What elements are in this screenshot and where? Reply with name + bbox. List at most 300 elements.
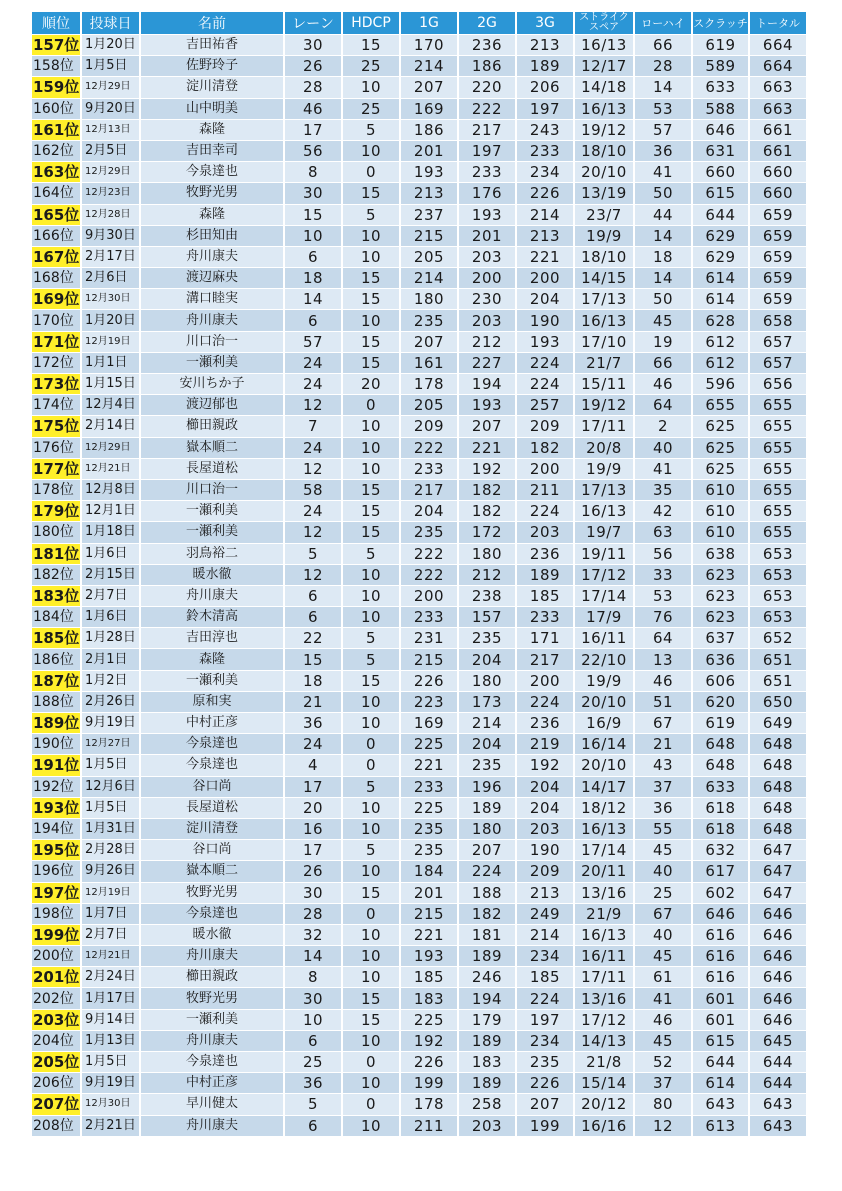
cell-date: 12月13日 — [82, 120, 139, 140]
cell-rank: 205位 — [33, 1053, 80, 1072]
cell-lane: 46 — [285, 99, 341, 119]
cell-low-high: 50 — [635, 183, 691, 203]
cell-game2: 227 — [459, 353, 515, 373]
cell-total: 646 — [750, 988, 806, 1008]
cell-rank: 186位 — [32, 649, 80, 669]
header-game1: 1G — [401, 12, 457, 34]
cell-strike-spare: 16/13 — [575, 819, 633, 839]
cell-strike-spare: 16/13 — [575, 501, 633, 521]
cell-date: 2月26日 — [82, 692, 139, 712]
cell-low-high: 43 — [635, 755, 691, 775]
header-hdcp: HDCP — [343, 12, 399, 34]
cell-low-high: 37 — [635, 1073, 691, 1093]
cell-game2: 204 — [459, 649, 515, 669]
cell-hdcp: 15 — [343, 183, 399, 203]
cell-name: 森隆 — [141, 205, 283, 225]
cell-game2: 157 — [459, 607, 515, 627]
cell-name: 川口治一 — [141, 332, 283, 352]
cell-game1: 178 — [401, 374, 457, 394]
cell-hdcp: 15 — [343, 501, 399, 521]
cell-game1: 180 — [401, 289, 457, 309]
cell-date: 12月6日 — [82, 777, 139, 797]
cell-game2: 224 — [459, 861, 515, 881]
cell-hdcp: 10 — [343, 141, 399, 161]
cell-date: 1月5日 — [82, 56, 139, 76]
cell-name: 吉田淳也 — [141, 628, 283, 648]
cell-game1: 170 — [401, 35, 457, 55]
cell-game1: 161 — [401, 353, 457, 373]
cell-rank: 174位 — [32, 395, 80, 415]
cell-game1: 205 — [401, 247, 457, 267]
cell-game2: 179 — [459, 1010, 515, 1030]
cell-game1: 169 — [401, 99, 457, 119]
table-row — [32, 1073, 806, 1093]
cell-lane: 18 — [285, 268, 341, 288]
cell-game2: 212 — [459, 332, 515, 352]
cell-total: 646 — [750, 946, 806, 966]
cell-strike-spare: 22/10 — [575, 649, 633, 669]
cell-rank: 195位 — [33, 841, 80, 860]
cell-strike-spare: 13/16 — [575, 883, 633, 903]
cell-low-high: 36 — [635, 798, 691, 818]
cell-date: 12月19日 — [82, 883, 139, 903]
cell-rank: 164位 — [32, 183, 80, 203]
header-strike-label: ストライク — [579, 12, 629, 23]
cell-scratch: 633 — [693, 777, 748, 797]
cell-game1: 221 — [401, 925, 457, 945]
table-row — [32, 988, 806, 1008]
cell-low-high: 21 — [635, 734, 691, 754]
cell-name: 鈴木清高 — [141, 607, 283, 627]
cell-low-high: 67 — [635, 713, 691, 733]
cell-game2: 236 — [459, 35, 515, 55]
cell-rank: 204位 — [32, 1031, 80, 1051]
cell-name: 吉田幸司 — [141, 141, 283, 161]
cell-strike-spare: 19/11 — [575, 544, 633, 564]
cell-strike-spare: 16/11 — [575, 946, 633, 966]
cell-game2: 207 — [459, 840, 515, 860]
cell-rank: 193位 — [33, 798, 80, 817]
cell-game1: 225 — [401, 798, 457, 818]
cell-strike-spare: 21/9 — [575, 904, 633, 924]
cell-date: 1月20日 — [82, 310, 139, 330]
cell-game1: 214 — [401, 268, 457, 288]
cell-lane: 10 — [285, 226, 341, 246]
cell-scratch: 610 — [693, 501, 748, 521]
cell-game2: 180 — [459, 819, 515, 839]
cell-game2: 188 — [459, 883, 515, 903]
cell-lane: 4 — [285, 755, 341, 775]
cell-date: 1月5日 — [82, 1052, 139, 1072]
cell-scratch: 644 — [693, 205, 748, 225]
cell-name: 杉田知由 — [141, 226, 283, 246]
cell-hdcp: 25 — [343, 99, 399, 119]
cell-hdcp: 5 — [343, 840, 399, 860]
cell-date: 1月28日 — [82, 628, 139, 648]
cell-rank: 179位 — [33, 502, 80, 521]
cell-date: 2月14日 — [82, 416, 139, 436]
cell-game3: 185 — [517, 586, 573, 606]
cell-total: 643 — [750, 1094, 806, 1114]
table-row — [32, 967, 806, 987]
cell-game2: 193 — [459, 205, 515, 225]
cell-lane: 30 — [285, 183, 341, 203]
cell-low-high: 42 — [635, 501, 691, 521]
cell-rank: 200位 — [32, 946, 80, 966]
table-row — [32, 395, 806, 415]
cell-date: 1月5日 — [82, 755, 139, 775]
cell-game3: 217 — [517, 649, 573, 669]
header-date: 投球日 — [82, 12, 139, 34]
cell-game2: 194 — [459, 988, 515, 1008]
cell-low-high: 45 — [635, 310, 691, 330]
cell-game3: 226 — [517, 183, 573, 203]
cell-total: 647 — [750, 840, 806, 860]
cell-strike-spare: 17/12 — [575, 1010, 633, 1030]
cell-game3: 213 — [517, 226, 573, 246]
cell-total: 644 — [750, 1052, 806, 1072]
cell-name: 櫛田親政 — [141, 416, 283, 436]
cell-game1: 169 — [401, 713, 457, 733]
table-row — [32, 883, 806, 903]
cell-rank: 168位 — [32, 268, 80, 288]
cell-date: 1月13日 — [82, 1031, 139, 1051]
cell-name: 谷口尚 — [141, 777, 283, 797]
cell-total: 648 — [750, 755, 806, 775]
cell-game2: 180 — [459, 544, 515, 564]
cell-game1: 235 — [401, 819, 457, 839]
cell-lane: 22 — [285, 628, 341, 648]
cell-strike-spare: 18/10 — [575, 141, 633, 161]
cell-low-high: 28 — [635, 56, 691, 76]
header-game3: 3G — [517, 12, 573, 34]
cell-date: 2月7日 — [82, 925, 139, 945]
cell-hdcp: 10 — [343, 967, 399, 987]
cell-total: 661 — [750, 120, 806, 140]
cell-lane: 58 — [285, 480, 341, 500]
cell-hdcp: 5 — [343, 205, 399, 225]
table-row — [32, 755, 806, 775]
cell-lane: 36 — [285, 713, 341, 733]
cell-hdcp: 15 — [343, 35, 399, 55]
cell-lane: 6 — [285, 1031, 341, 1051]
cell-low-high: 46 — [635, 1010, 691, 1030]
cell-game2: 181 — [459, 925, 515, 945]
cell-game1: 233 — [401, 777, 457, 797]
cell-strike-spare: 19/9 — [575, 226, 633, 246]
cell-rank: 197位 — [33, 883, 80, 902]
cell-game1: 185 — [401, 967, 457, 987]
cell-lane: 24 — [285, 374, 341, 394]
header-low-high: ローハイ — [635, 12, 691, 34]
cell-name: 淀川清登 — [141, 819, 283, 839]
cell-game3: 224 — [517, 988, 573, 1008]
cell-date: 2月7日 — [82, 586, 139, 606]
cell-low-high: 57 — [635, 120, 691, 140]
cell-total: 655 — [750, 501, 806, 521]
cell-scratch: 610 — [693, 480, 748, 500]
cell-game2: 176 — [459, 183, 515, 203]
cell-low-high: 55 — [635, 819, 691, 839]
cell-low-high: 13 — [635, 649, 691, 669]
cell-game3: 189 — [517, 565, 573, 585]
header-lane: レーン — [285, 12, 341, 34]
cell-low-high: 41 — [635, 988, 691, 1008]
cell-game2: 235 — [459, 755, 515, 775]
cell-lane: 30 — [285, 988, 341, 1008]
cell-scratch: 612 — [693, 332, 748, 352]
cell-strike-spare: 18/10 — [575, 247, 633, 267]
cell-strike-spare: 20/8 — [575, 438, 633, 458]
cell-rank: 181位 — [33, 544, 80, 563]
cell-total: 655 — [750, 395, 806, 415]
cell-lane: 8 — [285, 162, 341, 182]
cell-low-high: 35 — [635, 480, 691, 500]
cell-date: 12月29日 — [82, 162, 139, 182]
cell-game1: 231 — [401, 628, 457, 648]
cell-game3: 224 — [517, 374, 573, 394]
cell-lane: 17 — [285, 840, 341, 860]
cell-rank: 199位 — [33, 925, 80, 944]
cell-strike-spare: 14/18 — [575, 77, 633, 97]
cell-total: 655 — [750, 480, 806, 500]
cell-name: 今泉達也 — [141, 904, 283, 924]
cell-game2: 201 — [459, 226, 515, 246]
table-row — [32, 628, 806, 648]
cell-total: 648 — [750, 734, 806, 754]
cell-game1: 233 — [401, 459, 457, 479]
cell-scratch: 614 — [693, 289, 748, 309]
cell-rank: 207位 — [33, 1095, 80, 1114]
cell-game2: 172 — [459, 522, 515, 542]
cell-rank: 158位 — [32, 56, 80, 76]
cell-strike-spare: 14/13 — [575, 1031, 633, 1051]
cell-name: 牧野光男 — [141, 988, 283, 1008]
cell-name: 山中明美 — [141, 99, 283, 119]
cell-total: 646 — [750, 925, 806, 945]
cell-lane: 25 — [285, 1052, 341, 1072]
cell-lane: 56 — [285, 141, 341, 161]
cell-total: 644 — [750, 1073, 806, 1093]
cell-total: 660 — [750, 183, 806, 203]
cell-date: 12月29日 — [82, 77, 139, 97]
cell-game2: 220 — [459, 77, 515, 97]
cell-total: 655 — [750, 438, 806, 458]
cell-game1: 215 — [401, 904, 457, 924]
cell-rank: 176位 — [32, 438, 80, 458]
cell-hdcp: 10 — [343, 713, 399, 733]
cell-scratch: 601 — [693, 1010, 748, 1030]
cell-lane: 8 — [285, 967, 341, 987]
cell-hdcp: 5 — [343, 628, 399, 648]
cell-total: 663 — [750, 77, 806, 97]
table-row — [32, 607, 806, 627]
cell-game3: 211 — [517, 480, 573, 500]
cell-game3: 214 — [517, 925, 573, 945]
cell-date: 2月5日 — [82, 141, 139, 161]
cell-lane: 15 — [285, 205, 341, 225]
cell-low-high: 40 — [635, 861, 691, 881]
cell-name: 佐野玲子 — [141, 56, 283, 76]
cell-total: 648 — [750, 798, 806, 818]
cell-game2: 222 — [459, 99, 515, 119]
cell-game3: 209 — [517, 416, 573, 436]
cell-hdcp: 15 — [343, 289, 399, 309]
cell-game2: 230 — [459, 289, 515, 309]
cell-game1: 186 — [401, 120, 457, 140]
cell-strike-spare: 13/16 — [575, 988, 633, 1008]
cell-game3: 192 — [517, 755, 573, 775]
cell-name: 暖水徹 — [141, 925, 283, 945]
cell-game3: 214 — [517, 205, 573, 225]
cell-strike-spare: 21/7 — [575, 353, 633, 373]
cell-name: 原和実 — [141, 692, 283, 712]
cell-strike-spare: 16/11 — [575, 628, 633, 648]
cell-name: 今泉達也 — [141, 162, 283, 182]
cell-rank: 191位 — [33, 756, 80, 775]
cell-hdcp: 20 — [343, 374, 399, 394]
cell-scratch: 616 — [693, 967, 748, 987]
cell-game1: 215 — [401, 649, 457, 669]
header-row — [32, 12, 806, 34]
cell-lane: 28 — [285, 77, 341, 97]
cell-game3: 236 — [517, 544, 573, 564]
cell-scratch: 636 — [693, 649, 748, 669]
cell-game3: 224 — [517, 353, 573, 373]
cell-name: 舟川康夫 — [141, 586, 283, 606]
cell-name: 安川ちか子 — [141, 374, 283, 394]
cell-game1: 209 — [401, 416, 457, 436]
cell-hdcp: 10 — [343, 1031, 399, 1051]
cell-rank: 165位 — [33, 205, 80, 224]
cell-strike-spare: 16/13 — [575, 35, 633, 55]
cell-low-high: 14 — [635, 268, 691, 288]
header-strike-spare — [575, 12, 633, 34]
cell-game2: 182 — [459, 501, 515, 521]
header-rank: 順位 — [32, 12, 80, 34]
cell-low-high: 25 — [635, 883, 691, 903]
cell-lane: 24 — [285, 734, 341, 754]
cell-date: 1月6日 — [82, 544, 139, 564]
cell-name: 長屋道松 — [141, 798, 283, 818]
cell-game2: 217 — [459, 120, 515, 140]
cell-game2: 189 — [459, 1073, 515, 1093]
cell-low-high: 46 — [635, 374, 691, 394]
cell-rank: 180位 — [32, 522, 80, 542]
cell-game3: 233 — [517, 141, 573, 161]
cell-scratch: 648 — [693, 734, 748, 754]
cell-lane: 10 — [285, 1010, 341, 1030]
cell-scratch: 633 — [693, 77, 748, 97]
table-row — [32, 268, 806, 288]
cell-hdcp: 10 — [343, 861, 399, 881]
cell-scratch: 628 — [693, 310, 748, 330]
cell-game3: 203 — [517, 522, 573, 542]
table-row — [32, 480, 806, 500]
cell-game1: 215 — [401, 226, 457, 246]
cell-name: 櫛田親政 — [141, 967, 283, 987]
cell-date: 2月21日 — [82, 1116, 139, 1136]
cell-strike-spare: 17/14 — [575, 586, 633, 606]
cell-total: 653 — [750, 544, 806, 564]
cell-hdcp: 10 — [343, 416, 399, 436]
cell-low-high: 2 — [635, 416, 691, 436]
cell-scratch: 606 — [693, 671, 748, 691]
cell-strike-spare: 17/11 — [575, 967, 633, 987]
cell-total: 659 — [750, 205, 806, 225]
cell-low-high: 14 — [635, 77, 691, 97]
cell-lane: 26 — [285, 56, 341, 76]
cell-game1: 178 — [401, 1094, 457, 1114]
cell-game2: 203 — [459, 247, 515, 267]
cell-date: 1月20日 — [82, 35, 139, 55]
cell-game3: 197 — [517, 1010, 573, 1030]
cell-low-high: 41 — [635, 162, 691, 182]
cell-date: 1月31日 — [82, 819, 139, 839]
table-row — [32, 1116, 806, 1136]
cell-game1: 237 — [401, 205, 457, 225]
cell-scratch: 625 — [693, 459, 748, 479]
cell-date: 9月14日 — [82, 1010, 139, 1030]
cell-game2: 189 — [459, 1031, 515, 1051]
cell-name: 一瀬利美 — [141, 671, 283, 691]
cell-lane: 12 — [285, 459, 341, 479]
cell-date: 2月15日 — [82, 565, 139, 585]
cell-game2: 233 — [459, 162, 515, 182]
cell-scratch: 644 — [693, 1052, 748, 1072]
cell-game3: 190 — [517, 310, 573, 330]
cell-strike-spare: 21/8 — [575, 1052, 633, 1072]
cell-name: 舟川康夫 — [141, 1116, 283, 1136]
cell-low-high: 76 — [635, 607, 691, 627]
cell-name: 森隆 — [141, 120, 283, 140]
cell-strike-spare: 17/13 — [575, 480, 633, 500]
cell-hdcp: 10 — [343, 247, 399, 267]
cell-game2: 235 — [459, 628, 515, 648]
cell-hdcp: 10 — [343, 586, 399, 606]
cell-rank: 162位 — [32, 141, 80, 161]
cell-scratch: 632 — [693, 840, 748, 860]
cell-low-high: 19 — [635, 332, 691, 352]
cell-game2: 200 — [459, 268, 515, 288]
cell-hdcp: 10 — [343, 946, 399, 966]
cell-low-high: 64 — [635, 628, 691, 648]
cell-total: 650 — [750, 692, 806, 712]
cell-hdcp: 15 — [343, 671, 399, 691]
table-row — [32, 586, 806, 606]
cell-scratch: 631 — [693, 141, 748, 161]
cell-scratch: 614 — [693, 268, 748, 288]
cell-scratch: 620 — [693, 692, 748, 712]
cell-rank: 182位 — [32, 565, 80, 585]
cell-rank: 201位 — [33, 968, 80, 987]
cell-date: 12月21日 — [82, 946, 139, 966]
cell-game3: 171 — [517, 628, 573, 648]
table-row — [32, 332, 806, 352]
cell-game3: 236 — [517, 713, 573, 733]
cell-total: 653 — [750, 586, 806, 606]
cell-low-high: 12 — [635, 1116, 691, 1136]
cell-name: 淀川清登 — [141, 77, 283, 97]
cell-strike-spare: 19/12 — [575, 120, 633, 140]
table-row — [32, 162, 806, 182]
table-row — [32, 374, 806, 394]
cell-strike-spare: 19/9 — [575, 671, 633, 691]
cell-hdcp: 15 — [343, 268, 399, 288]
cell-game2: 186 — [459, 56, 515, 76]
cell-game3: 206 — [517, 77, 573, 97]
cell-game3: 199 — [517, 1116, 573, 1136]
